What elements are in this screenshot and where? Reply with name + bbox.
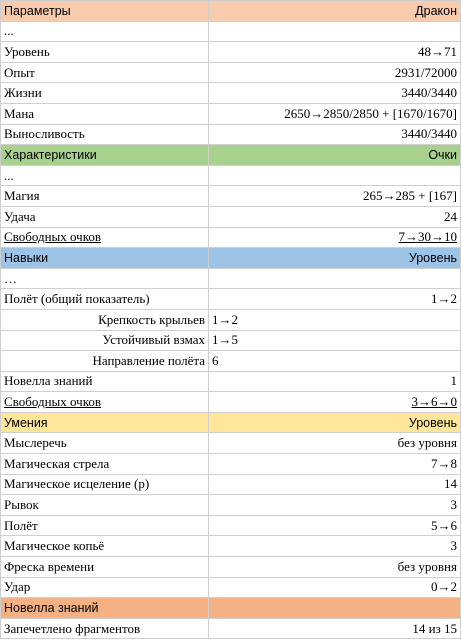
table-row [1,351,461,372]
table-row [1,371,461,392]
stat-value: 3440/3440 [209,83,461,104]
characteristics-header-value: Очки [209,145,461,166]
table-row [1,289,461,310]
skills-header-label: Навыки [1,248,209,269]
stat-value: 14 из 15 [209,618,461,639]
ellipsis-cell: … [1,268,209,289]
stat-label: Полёт [1,515,209,536]
free-points-value: 7→30→10 [209,227,461,248]
skills-header-value: Уровень [209,248,461,269]
stat-value: 3440/3440 [209,124,461,145]
table-row [1,309,461,330]
stat-label: Магия [1,186,209,207]
stat-label: Жизни [1,83,209,104]
table-row [1,21,461,42]
stat-value: 24 [209,206,461,227]
stat-value: 0→2 [209,577,461,598]
table-row [1,433,461,454]
sub-skill-label: Крепкость крыльев [1,309,209,330]
stat-value: 48→71 [209,42,461,63]
abilities-header-value: Уровень [209,412,461,433]
table-row [1,42,461,63]
stat-value: 14 [209,474,461,495]
table-row [1,206,461,227]
params-header-row [1,1,461,22]
characteristics-header-label: Характеристики [1,145,209,166]
table-row [1,474,461,495]
skills-header-row [1,248,461,269]
table-row [1,103,461,124]
table-row [1,165,461,186]
ellipsis-cell: ... [1,21,209,42]
stat-value: без уровня [209,557,461,578]
table-row [1,536,461,557]
stat-label: Новелла знаний [1,371,209,392]
stat-label: Уровень [1,42,209,63]
table-row [1,577,461,598]
stat-label: Удар [1,577,209,598]
stat-label: Фреска времени [1,557,209,578]
stat-label: Запечетлено фрагментов [1,618,209,639]
novel-header-value [209,598,461,619]
stat-value: 265→285 + [167] [209,186,461,207]
table-row [1,454,461,475]
table-row [1,124,461,145]
stat-value: 2931/72000 [209,62,461,83]
table-row [1,495,461,516]
stat-label: Удача [1,206,209,227]
stat-value: 3 [209,536,461,557]
stat-value: 1 [209,371,461,392]
table-row [1,186,461,207]
stat-label: Полёт (общий показатель) [1,289,209,310]
stat-value: 3 [209,495,461,516]
stat-value: 7→8 [209,454,461,475]
stat-label: Мыслеречь [1,433,209,454]
empty-cell [209,21,461,42]
ellipsis-cell: ... [1,165,209,186]
novel-header-row [1,598,461,619]
empty-cell [209,165,461,186]
free-points-label: Свободных очков [1,392,209,413]
sub-skill-value: 6 [209,351,461,372]
sub-skill-value: 1→5 [209,330,461,351]
characteristics-header-row [1,145,461,166]
table-row [1,557,461,578]
table-row [1,268,461,289]
free-points-label: Свободных очков [1,227,209,248]
table-row [1,392,461,413]
stat-value: 5→6 [209,515,461,536]
sub-skill-label: Устойчивый взмах [1,330,209,351]
stat-label: Магическая стрела [1,454,209,475]
empty-cell [209,268,461,289]
stat-label: Выносливость [1,124,209,145]
table-row [1,227,461,248]
free-points-value: 3→6→0 [209,392,461,413]
params-header-value: Дракон [209,1,461,22]
sub-skill-label: Направление полёта [1,351,209,372]
params-header-label: Параметры [1,1,209,22]
table-row [1,618,461,639]
stat-value: без уровня [209,433,461,454]
stat-label: Магическое копьё [1,536,209,557]
table-row [1,83,461,104]
table-row [1,515,461,536]
sub-skill-value: 1→2 [209,309,461,330]
novel-header-label: Новелла знаний [1,598,209,619]
table-row [1,330,461,351]
stat-label: Мана [1,103,209,124]
abilities-header-label: Умения [1,412,209,433]
table-row [1,62,461,83]
stat-value: 2650→2850/2850 + [1670/1670] [209,103,461,124]
abilities-header-row [1,412,461,433]
stat-value: 1→2 [209,289,461,310]
stat-label: Опыт [1,62,209,83]
stat-label: Магическое исцеление (р) [1,474,209,495]
stat-label: Рывок [1,495,209,516]
